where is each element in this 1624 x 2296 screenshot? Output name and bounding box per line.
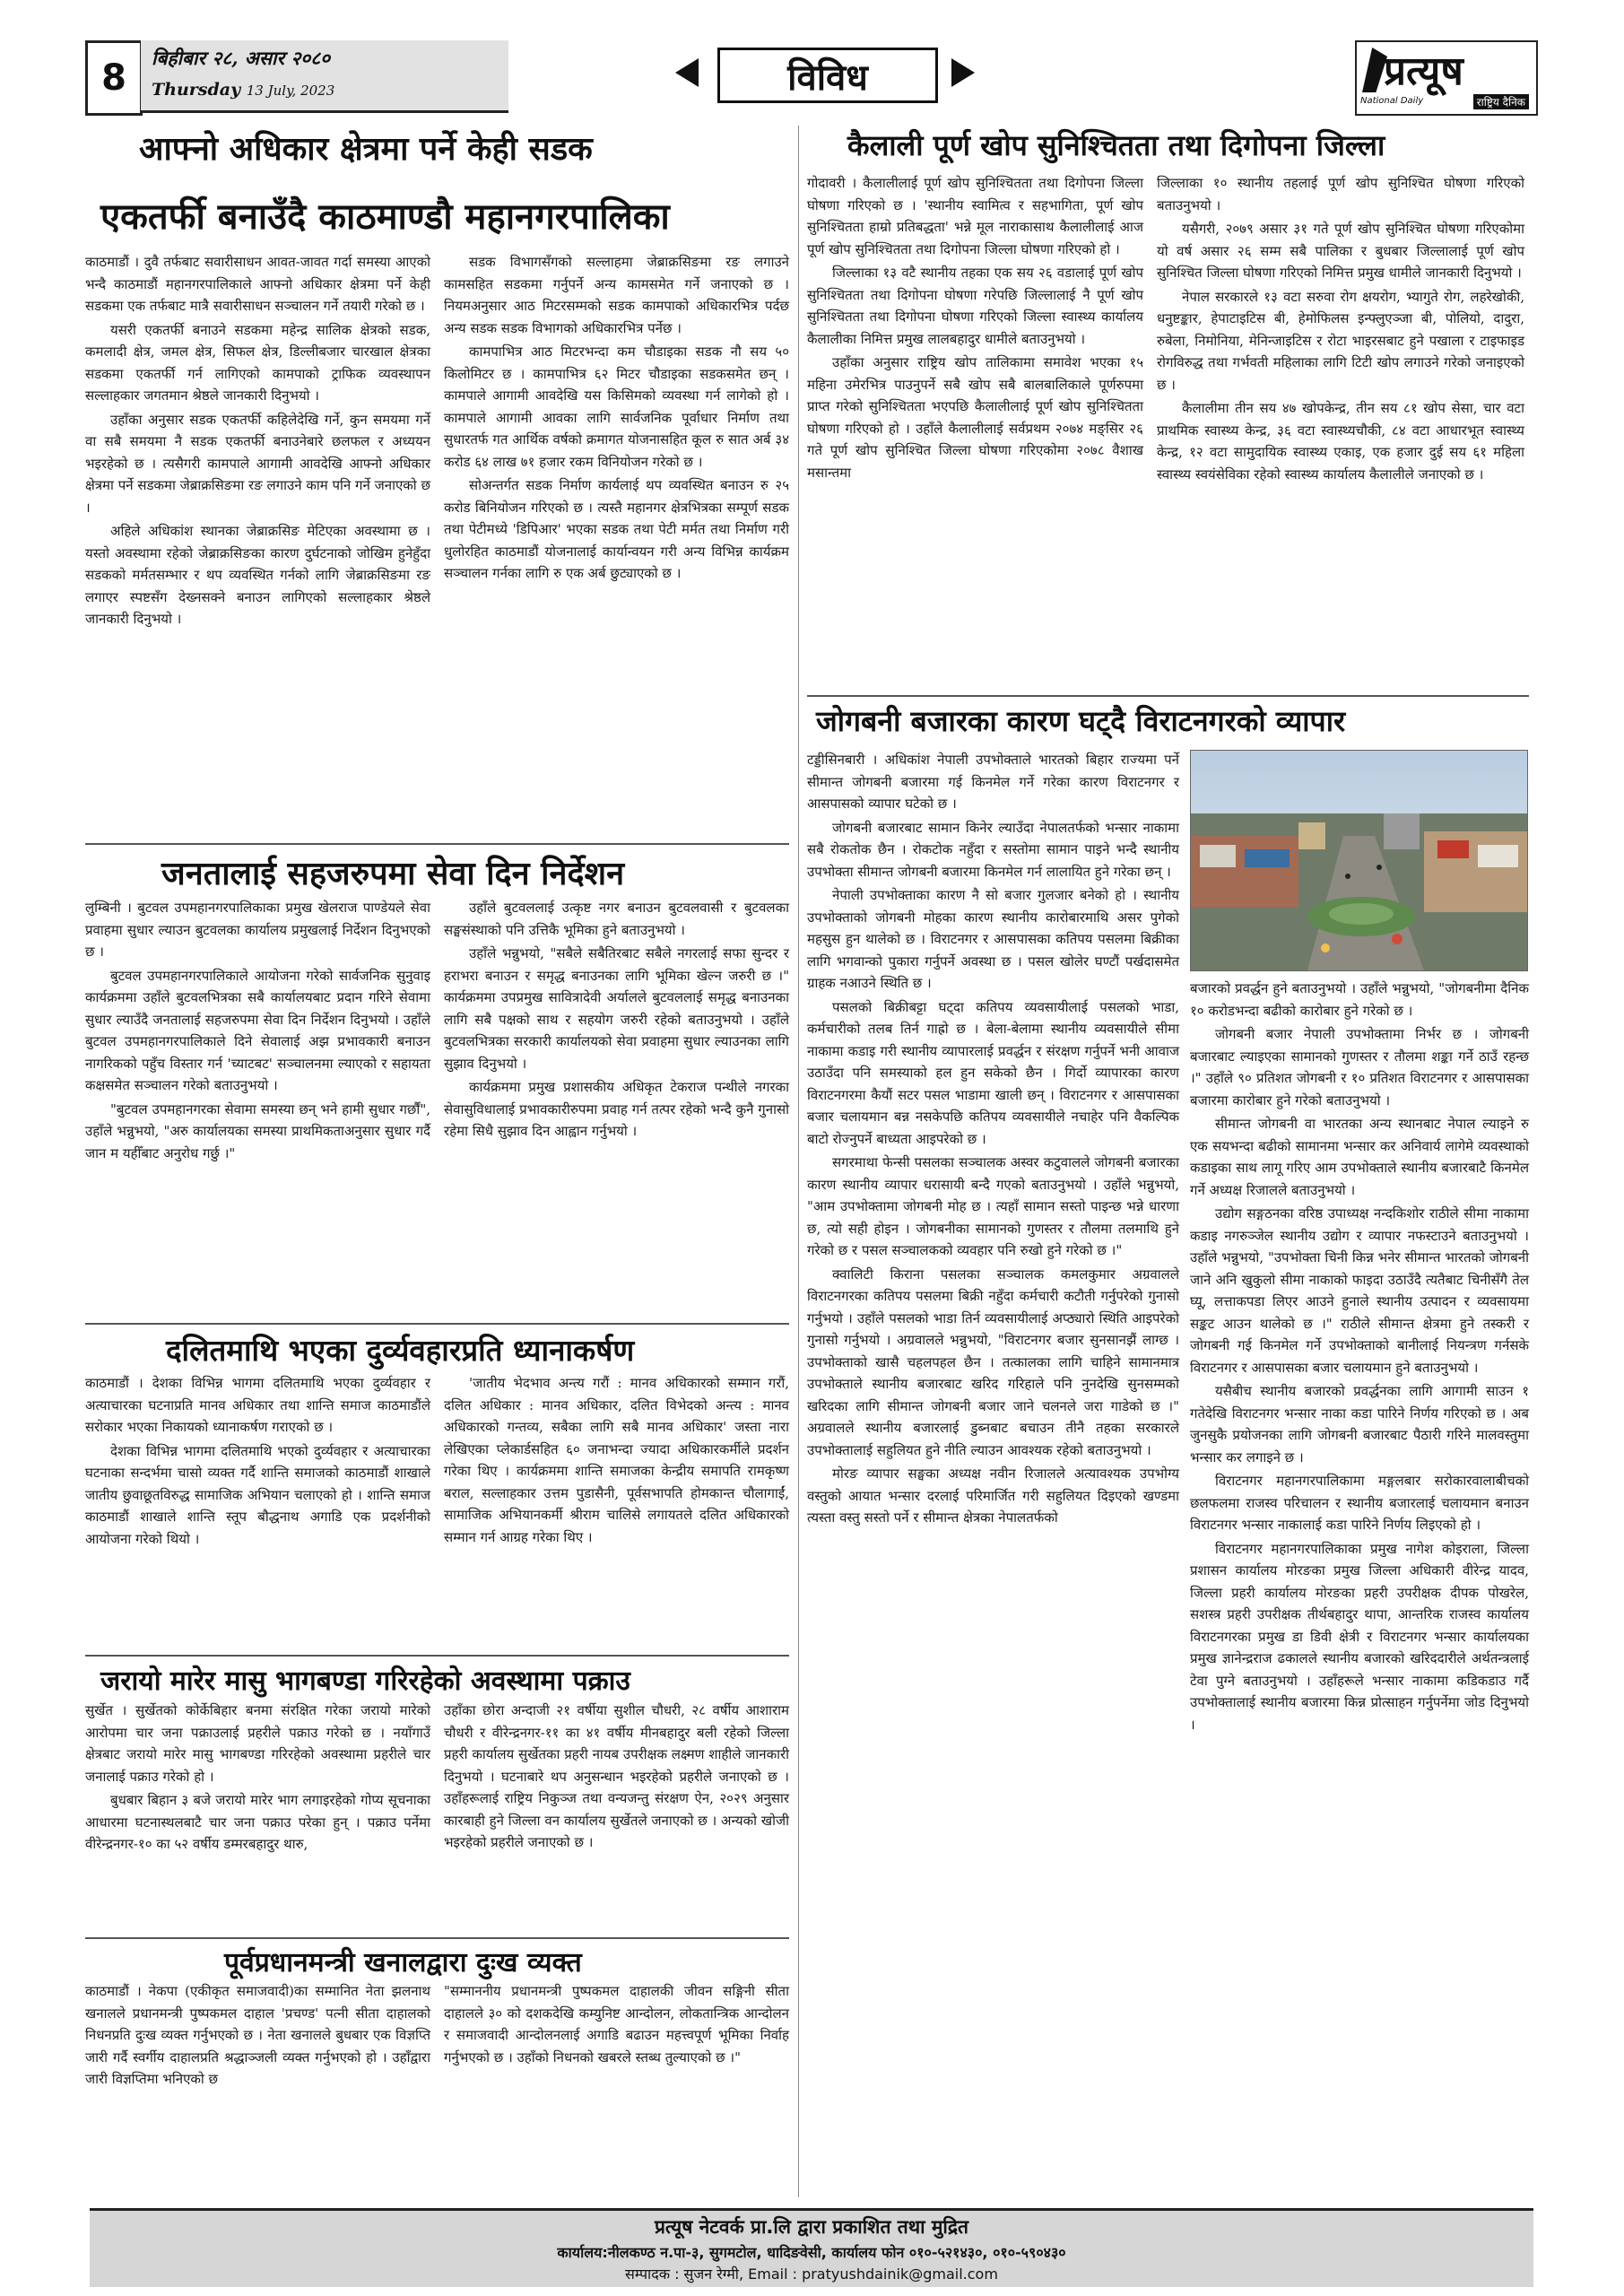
paragraph: देशका विभिन्न भागमा दलितमाथि भएको दुर्व्यवहार र अत्याचारका घटनाका सन्दर्भमा चासो व्यक्त गर्दै शान्ति समाजको काठमाडौं शाखाले जातीय छुवाछूतविरुद्ध सामाजिक अभियान चलाएको हो । शान्ति समाज काठमाडौं शाखाले शान्ति स्तूप बौद्धनाथ अगाडि एक प्रदर्शनीको आयोजना गरेको थियो ।: [85, 1442, 430, 1547]
paragraph: सोअन्तर्गत सडक निर्माण कार्यलाई थप व्यवस्थित बनाउन रु २५ करोड बिनियोजन गरिएको छ । त्यस्तै महानगर क्षेत्रभित्रका सम्पूर्ण सडक तथा पेटीमध्ये 'डिपिआर' भएका सडक तथा पेटी मर्मत तथा निर्माण गरी धुलोरहित काठमाडौं योजनालाई कार्यान्वयन गरी अन्य विभिन्न कार्यक्रम सञ्चालन गर्नका लागि रु एक अर्ब छुट्याएको छ ।: [444, 477, 789, 581]
paragraph: जोगबनी बजार नेपाली उपभोक्तामा निर्भर छ । जोगबनी बजारबाट ल्याइएका सामानको गुणस्तर र तौलमा शङ्का गर्ने ठाउँ रहन्छ ।" उहाँले ९० प्रतिशत जोगबनी र १० प्रतिशत विराटनगर र आसपासका बजारमा कारोबार हुने गरेको बताउनुभयो ।: [1190, 1026, 1529, 1109]
paragraph: उहाँका छोरा अन्दाजी २१ वर्षीया सुशील चौधरी, २८ वर्षीय आशाराम चौधरी र वीरेन्द्रनगर-११ का ४१ वर्षीय मीनबहादुर बली रहेको जिल्ला प्रहरी कार्यालय सुर्खेतका प्रहरी नायब उपरीक्षक लक्ष्मण शाहीले जानकारी दिनुभयो । घटनाबारे थप अनुसन्धान भइरहेको प्रहरीले जनाएको छ । उहाँहरूलाई राष्ट्रिय निकुञ्ज तथा वन्यजन्तु संरक्षण ऐन, २०२९ अनुसार कारबाही हुने जिल्ला वन कार्यालय सुर्खेतले जनाएको छ । अन्यको खोजी भइरहेको प्रहरीले जनाएको छ ।: [444, 1702, 789, 1850]
logo-name: प्रत्यूष: [1384, 48, 1463, 94]
section-title: विविध: [717, 48, 938, 103]
paragraph: बजारको प्रवर्द्धन हुने बताउनुभयो । उहाँले भन्नुभयो, "जोगबनीमा दैनिक १० करोडभन्दा बढीको कारोबार हुने गरेको छ ।: [1190, 980, 1529, 1019]
paragraph: यसरी एकतर्फी बनाउने सडकमा महेन्द्र सालिक क्षेत्रको सडक, कमलादी क्षेत्र, जमल क्षेत्र, सिफल क्षेत्र, डिल्लीबजार चारखाल क्षेत्रका सडकमा एकतर्फी गर्न लागिएको कामपाको ट्राफिक व्यवस्थापन सल्लाहकार जगतमान श्रेष्ठले जानकारी दिनुभयो ।: [85, 321, 430, 404]
date-english: 13 July, 2023: [246, 83, 335, 99]
paragraph: उहाँले बुटवललाई उत्कृष्ट नगर बनाउन बुटवलवासी र बुटवलका सङ्घसंस्थाको पनि उत्तिकै भूमिका हुने बताउनुभयो ।: [444, 900, 789, 938]
paragraph: उहाँले भन्नुभयो, "सबैले सबैतिरबाट सबैले नगरलाई सफा सुन्दर र हराभरा बनाउन र समृद्ध बनाउनका लागि भूमिका खेल्न जरुरी छ ।" कार्यक्रममा उपप्रमुख सावित्रादेवी अर्यालले बुटवललाई समृद्ध बनाउनका लागि सबै पक्षको साथ र सहयोग जरुरी रहेको बताउनुभयो । उहाँले बुटवलभित्रका सरकारी कार्यालयको सेवा प्रवाहमा सुधार ल्याउनका लागि सुझाव दिनुभयो ।: [444, 945, 789, 1072]
dalit-col-2: [444, 1372, 789, 1550]
paragraph: विराटनगर महानगरपालिकामा मङ्गलबार सरोकारवालाबीचको छलफलमा राजस्व परिचालन र स्थानीय बजारलाई चलायमान बनाउन विराटनगर भन्सार नाकालाई कडा पारिने निर्णय लिइएको हो ।: [1190, 1473, 1529, 1533]
page-header: [85, 40, 1538, 117]
logo-tagline-np: राष्ट्रिय दैनिक: [1473, 94, 1529, 109]
paragraph: सुर्खेत । सुर्खेतको कोर्केबिहार बनमा संरक्षित गरेका जरायो मारेको आरोपमा चार जना पक्राउलाई प्रहरीले पक्राउ गरेको छ । नयाँगाउँ क्षेत्रबाट जरायो मारेर मासु भागबण्डा गरिरहेको अवस्थामा प्रहरीले चार जनालाई पक्राउ गरेको हो ।: [85, 1702, 430, 1785]
paragraph: लुम्बिनी । बुटवल उपमहानगरपालिकाका प्रमुख खेलराज पाण्डेयले सेवा प्रवाहमा सुधार ल्याउन बुटवलका कार्यालय प्रमुखलाई निर्देशन दिनुभएको छ ।: [85, 900, 430, 960]
tiger-col-1: [85, 1700, 430, 1857]
paragraph: "बुटवल उपमहानगरका सेवामा समस्या छन् भने हामी सुधार गर्छौं", उहाँले भन्नुभयो, "अरु कार्यालयका समस्या प्राथमिकताअनुसार सुधार गर्दै जान म यहीँबाट अनुरोध गर्छु ।": [85, 1100, 430, 1161]
headline-trade: जोगबनी बजारका कारण घट्दै विराटनगरको व्यापार: [816, 704, 1346, 738]
market-photo: [1190, 750, 1528, 971]
arrow-right-icon: [951, 58, 975, 87]
paragraph: गोदावरी । कैलालीलाई पूर्ण खोप सुनिश्चितता तथा दिगोपना जिल्ला घोषणा गरिएको छ । 'स्थानीय स्वामित्व र सहभागिता, पूर्ण खोप सुनिश्चितता हाम्रो प्रतिबद्धता' भन्ने मूल नाराकासाथ कैलालीलाई आज पूर्ण खोप सुनिश्चितता तथा दिगोपना जिल्ला घोषणा गरिएको हो ।: [807, 175, 1143, 257]
headline-road-2: एकतर्फी बनाउँदै काठमाण्डौ महानगरपालिका: [100, 196, 670, 238]
headline-pm: पूर्वप्रधानमन्त्री खनालद्वारा दुःख व्यक्त: [224, 1947, 582, 1979]
paragraph: कामपाभित्र आठ मिटरभन्दा कम चौडाइका सडक नौ सय ५० किलोमिटर छ । कामपाभित्र ६२ मिटर चौडाइका सडकसमेत छन् । कामपाले आगामी आवदेखि यस किसिमको व्यवस्था गर्न लागेको हो । कामपाले आगामी आवका लागि सार्वजनिक पूर्वाधार निर्माण तथा सुधारतर्फ गत आर्थिक वर्षको क्रमागत योजनासहित कूल रु सात अर्ब ३४ करोड ६४ लाख ७१ हजार रकम विनियोजन गरेको छ ।: [444, 344, 789, 470]
paragraph: कैलालीमा तीन सय ४७ खोपकेन्द्र, तीन सय ८१ खोप सेसा, चार वटा प्राथमिक स्वास्थ्य केन्द्र, ३६ वटा स्वास्थ्यचौकी, ८४ वटा आधारभूत स्वास्थ्य केन्द्र, १२ वटा सामुदायिक स्वास्थ्य एकाइ, एक हजार दुई सय ६१ महिला स्वास्थ्य स्वयंसेविका रहेको स्वास्थ्य कार्यालय कैलालीले जनाएको छ ।: [1157, 400, 1524, 483]
logo-tagline-en: National Daily: [1360, 96, 1424, 106]
headline-service: जनतालाई सहजरुपमा सेवा दिन निर्देशन: [161, 856, 625, 892]
divider: [85, 1937, 789, 1939]
service-col-2: [444, 897, 789, 1144]
imprint-footer: [90, 2208, 1533, 2287]
headline-tiger: जरायो मारेर मासु भागबण्डा गरिरहेको अवस्थामा पक्राउ: [100, 1665, 630, 1697]
paragraph: नेपाली उपभोक्ताका कारण नै सो बजार गुलजार बनेको हो । स्थानीय उपभोक्ताको जोगबनी मोहका कारण स्थानीय कारोबारमाथि असर पुगेको महसुस हुन थालेको छ । विराटनगर र आसपासका कतिपय पसलमा बिक्रीका लागि भगवान्को पुकारा गर्नुपर्ने अवस्था छ । पसल खोलेर घण्टौं पर्खदासमेत ग्राहक नआउने स्थिति छ ।: [807, 887, 1179, 991]
page-number: 8: [85, 40, 143, 116]
pm-col-1: [85, 1980, 430, 2092]
trade-col-1: [807, 749, 1179, 1531]
paragraph: सीमान्त जोगबनी वा भारतका अन्य स्थानबाट नेपाल ल्याइने रु एक सयभन्दा बढीको सामानमा भन्सार कर अनिवार्य लागेमे व्यवस्थाको कडाइका साथ लागू गरिए आम उपभोक्ताले स्थानीय बजारबाटै किनमेल गर्ने अध्यक्ष रिजालले बताउनुभयो ।: [1190, 1116, 1529, 1198]
date-english-line: [152, 80, 334, 100]
date-nepali: बिहीबार २८, असार २०८०: [152, 47, 331, 69]
divider: [807, 695, 1529, 697]
paragraph: सडक विभागसँगको सल्लाहमा जेब्राक्रसिङमा रङ लगाउने कामसहित सडकमा गर्नुपर्ने अन्य कामसमेत गर्ने जनाएको छ । नियमअनुसार आठ मिटरसम्मको सडक कामपाको अधिकारभित्र पर्दछ अन्य सडक सडक विभागको अधिकारभित्र पर्नेछ ।: [444, 254, 789, 336]
paragraph: कार्यक्रममा प्रमुख प्रशासकीय अधिकृत टेकराज पन्थीले नगरका सेवासुविधालाई प्रभावकारीरुपमा प्रवाह गर्न तत्पर रहेको भन्दै कुनै गुनासो रहेमा सिधै सुझाव दिन आह्वान गर्नुभयो ।: [444, 1079, 789, 1139]
paragraph: उहाँका अनुसार राष्ट्रिय खोप तालिकामा समावेश भएका १५ महिना उमेरभित्र पाउनुपर्ने सबै खोप सबै बालबालिकाले पूर्णरुपमा प्राप्त गरेको सुनिश्चितता भएपछि कैलालीलाई पूर्ण खोप सुनिश्चितता घोषणा गरिएको हो । उहाँले कैलालीलाई सर्वप्रथम २०७४ मङ्सिर २६ गते पूर्ण खोप सुनिश्चित जिल्ला घोषणा गरिएकोमा २०७८ वैशाख मसान्तमा: [807, 354, 1143, 481]
headline-road-1: आफ्नो अधिकार क्षेत्रमा पर्ने केही सडक: [139, 131, 593, 168]
newspaper-logo: [1355, 40, 1538, 116]
paragraph: सगरमाथा फेन्सी पसलका सञ्चालक अस्वर कटुवालले जोगबनी बजारका कारण स्थानीय व्यापार धरासायी बन्दै गएको बताउनुभयो । उहाँले भन्नुभयो, "आम उपभोक्तामा जोगबनी मोह छ । त्यहाँ सामान सस्तो पाइन्छ भन्ने धारणा छ, त्यो सही होइन । जोगबनीका सामानको गुणस्तर र तौलमा तलमाथि हुने गरेको छ र पसल सञ्चालकको व्यवहार पनि रुखो हुने गरेको छ ।": [807, 1154, 1179, 1258]
road-col-2: [444, 251, 789, 587]
trade-col-2: [1190, 978, 1529, 1737]
paragraph: यसैबीच स्थानीय बजारको प्रवर्द्धनका लागि आगामी साउन १ गतेदेखि विराटनगर भन्सार नाका कडा पारिने निर्णय गरिएको छ । अब जुनसुकै प्रयोजनका लागि जोगबनी बजारबाट पैठारी गरिने मालवस्तुमा भन्सार कर लगाइने छ ।: [1190, 1383, 1529, 1465]
headline-vaccine: कैलाली पूर्ण खोप सुनिश्चितता तथा दिगोपना जिल्ला: [847, 128, 1385, 162]
service-col-1: [85, 897, 430, 1166]
divider: [85, 1655, 789, 1657]
paragraph: क्वालिटी किराना पसलका सञ्चालक कमलकुमार अग्रवालले विराटनगरका कतिपय पसलमा बिक्री नहुँदा कर्मचारी कटौती गर्नुपरेको गुनासो गर्नुभयो । उहाँले पसलको भाडा तिर्न व्यवसायीलाई अप्ठ्यारो स्थिति आइपरेको गुनासो गर्नुभयो । अग्रवालले भन्नुभयो, "विराटनगर बजार सुनसानझैं लाग्छ । उपभोक्ताको खासै चहलपहल छैन । तत्कालका लागि चाहिने सामानमात्र उपभोक्ताले स्थानीय बजारबाट खरिद गरिहाले पनि नुनदेखि सुनसम्मको खरिदका लागि सीमान्त जोगबनी बजार जाने चलनले जरा गाडेको छ ।" अग्रवालले स्थानीय बजारलाई डुब्नबाट बचाउन तीनै तहका सरकारले उपभोक्तालाई सहुलियत हुने नीति ल्याउन आवश्यक रहेको बताउनुभयो ।: [807, 1265, 1179, 1458]
paragraph: जोगबनी बजारबाट सामान किनेर ल्याउँदा नेपालतर्फको भन्सार नाकामा सबै रोकतोक छैन । रोकटोक नहुँदा र सस्तोमा सामान पाइने भन्दै स्थानीय उपभोक्ता सीमान्त जोगबनी बजारमा किनमेल गर्न लालायित हुने गरेका छन् ।: [807, 819, 1179, 880]
paragraph: यसैगरी, २०७९ असार ३१ गते पूर्ण खोप सुनिश्चित घोषणा गरिएकोमा यो वर्ष असार २६ सम्म सबै पालिका र बुधबार जिल्लालाई पूर्ण खोप सुनिश्चित जिल्ला घोषणा गरिएको निमित्त प्रमुख धामीले जानकारी दिनुभयो ।: [1157, 221, 1524, 281]
pm-col-2: [444, 1980, 789, 2070]
divider: [85, 843, 789, 845]
paragraph: नेपाल सरकारले १३ वटा सरुवा रोग क्षयरोग, भ्यागुते रोग, लहरेखोकी, धनुष्टङ्कार, हेपाटाइटिस बी, हेमोफिलस इन्फ्लुएञ्जा बी, पोलियो, दादुरा, रुबेला, निमोनिया, मेनिन्जाइटिस र रोटा भाइरसबाट हुने पखाला र टाइफाइड रोगविरुद्ध तथा गर्भवती महिलाका लागि टिटी खोप लगाउने गरेको जनाइएको छ ।: [1157, 288, 1524, 393]
paragraph: उद्योग सङ्गठनका वरिष्ठ उपाध्यक्ष नन्दकिशोर राठीले सीमा नाकामा कडाइ नगरुञ्जेल स्थानीय उद्योग र व्यापार नफस्टाउने बताउनुभयो । उहाँले भन्नुभयो, "उपभोक्ता चिनी किन्न भनेर सीमान्त भारतको जोगबनी जाने अनि खुकुलो सीमा नाकाको फाइदा उठाउँदै त्यतैबाट चिनीसँगै तेल घ्यू, लत्ताकपडा लिएर आउने हुनाले स्थानीय उत्पादन र व्यवसायमा सङ्कट आउन थालेको छ ।" राठीले सीमान्त क्षेत्रमा हुने तस्करी र जोगबनी गई किनमेल गर्ने उपभोक्ताको बानीलाई नियन्त्रण गर्नसके विराटनगर र आसपासका बजार चलायमान हुने बताउनुभयो ।: [1190, 1205, 1529, 1376]
paragraph: बुटवल उपमहानगरपालिकाले आयोजना गरेको सार्वजनिक सुनुवाइ कार्यक्रममा उहाँले बुटवलभित्रका सबै कार्यालयबाट प्रदान गरिने सेवामा सुधार ल्याउँदै जनतालाई सहजरुपमा सेवा दिन निर्देशन दिनुभयो । उहाँले बुटवल उपमहानगरपालिकाले दिने सेवालाई अझ प्रभावकारी बनाउन नागरिकको पहुँच विस्तार गर्न 'च्याटबट' सञ्चालनमा ल्याएको र सहायता कक्षसमेत सञ्चालन गरेको बताउनुभयो ।: [85, 967, 430, 1093]
column-divider: [798, 126, 799, 2197]
paragraph: काठमाडौं । देशका विभिन्न भागमा दलितमाथि भएका दुर्व्यवहार र अत्याचारका घटनाप्रति मानव अधिकार तथा शान्ति समाज काठमाडौंले सरोकार भएका निकायको ध्यानाकर्षण गराएको छ ।: [85, 1375, 430, 1435]
tiger-col-2: [444, 1700, 789, 1856]
section-bar: [659, 48, 991, 100]
paragraph: "सम्माननीय प्रधानमन्त्री पुष्पकमल दाहालकी जीवन सङ्गिनी सीता दाहालले ३० को दशकदेखि कम्युनिष्ट आन्दोलन, लोकतान्त्रिक आन्दोलन र समाजवादी आन्दोलनलाई अगाडि बढाउन महत्त्वपूर्ण भूमिका निर्वाह गर्नुभएको छ । उहाँको निधनको खबरले स्तब्ध तुल्याएको छ ।": [444, 1983, 789, 2066]
paragraph: जिल्लाका १३ वटै स्थानीय तहका एक सय २६ वडालाई पूर्ण खोप सुनिश्चितता तथा दिगोपना घोषणा गरेपछि जिल्लालाई नै पूर्ण खोप सुनिश्चितता तथा दिगोपना घोषणा गरिएको जिल्ला स्वास्थ्य कार्यालय कैलालीका निमित्त प्रमुख लालबहादुर धामीले बताउनुभयो ।: [807, 265, 1143, 347]
vaccine-col-1: [807, 172, 1143, 485]
publisher-line: प्रत्यूष नेटवर्क प्रा.लि द्वारा प्रकाशित तथा मुद्रित: [654, 2216, 968, 2238]
paragraph: बुधबार बिहान ३ बजे जरायो मारेर भाग लगाइरहेको गोप्य सूचनाका आधारमा घटनास्थलबाटै चार जना पक्राउ परेका हुन् । पक्राउ पर्नेमा वीरेन्द्रनगर-१० का ५२ वर्षीय डम्मरबहादुर थारु,: [85, 1792, 430, 1852]
paragraph: पसलको बिक्रीबट्टा घट्दा कतिपय व्यवसायीलाई पसलको भाडा, कर्मचारीको तलब तिर्न गाह्रो छ । बेला-बेलामा स्थानीय व्यवसायीले सीमा नाकामा कडाइ गरी स्थानीय व्यापारलाई प्रवर्द्धन र संरक्षण गर्नुपर्ने भनी आवाज उठाउँदा पनि समस्याको हल हुन सकेको छैन । गिर्दो व्यापारका कारण विराटनगरमा कैयौं सटर पसल भाडामा खाली छन् । विराटनगर र आसपासका बजार चलायमान बन्न नसकेपछि कतिपय व्यवसायीले नचाहेर पनि वैकल्पिक बाटो रोज्नुपर्ने बाध्यता आइपरेको छ ।: [807, 998, 1179, 1147]
dalit-col-1: [85, 1372, 430, 1552]
vaccine-col-2: [1157, 172, 1524, 487]
date-box: [141, 40, 508, 113]
day-english: Thursday: [152, 80, 241, 100]
headline-dalit: दलितमाथि भएका दुर्व्यवहारप्रति ध्यानाकर्षण: [166, 1333, 635, 1368]
address-line: कार्यालय:नीलकण्ठ न.पा-३, सुगमटोल, धादिङवेसी, कार्यालय फोन ०१०-५२१४३०, ०१०-५९०४३०: [557, 2244, 1066, 2261]
paragraph: टड्डीसिनबारी । अधिकांश नेपाली उपभोक्ताले भारतको बिहार राज्यमा पर्ने सीमान्त जोगबनी बजारमा गई किनमेल गर्ने गरेका कारण विराटनगर र आसपासको व्यापार घटेको छ ।: [807, 752, 1179, 812]
paragraph: मोरङ व्यापार सङ्घका अध्यक्ष नवीन रिजालले अत्यावश्यक उपभोग्य वस्तुको आयात भन्सार दरलाई परिमार्जित गरी सहुलियत दिइएको खण्डमा त्यस्ता वस्तु सस्तो पर्ने र सीमान्त क्षेत्रका नेपालतर्फको: [807, 1465, 1179, 1526]
paragraph: 'जातीय भेदभाव अन्त्य गरौं : मानव अधिकारको सम्मान गरौं, दलित अधिकार : मानव अधिकार, दलित विभेदको अन्त्य : मानव अधिकारको गन्तव्य, सबैका लागि सबै मानव अधिकार' जस्ता नारा लेखिएका प्लेकार्डसहित ६० जनाभन्दा ज्यादा अधिकारकर्मीले प्रदर्शन गरेका थिए । कार्यक्रममा शान्ति समाजका केन्द्रीय समापति रामकृष्ण बराल, सल्लाहकार उत्तम पुडासैनी, पूर्वसभापति होमकान्त चौलागाईं, सामाजिक अभियानकर्मी श्रीराम चालिसे लगायतले दलित अधिकारको सम्मान गर्न आग्रह गरेका थिए ।: [444, 1375, 789, 1545]
paragraph: काठमाडौं । दुवै तर्फबाट सवारीसाधन आवत-जावत गर्दा समस्या आएको भन्दै काठमाडौं महानगरपालिकाले आफ्नो अधिकार क्षेत्रमा पर्ने केही सडकमा एक तर्फबाट मात्रै सवारीसाधन सञ्चालन गर्ने तयारी गरेको छ ।: [85, 254, 430, 314]
paragraph: जिल्लाका १० स्थानीय तहलाई पूर्ण खोप सुनिश्चित घोषणा गरिएको बताउनुभयो ।: [1157, 175, 1524, 213]
paragraph: उहाँका अनुसार सडक एकतर्फी कहिलेदेखि गर्ने, कुन समयमा गर्ने वा सबै समयमा नै सडक एकतर्फी बनाउनेबारे छलफल र अध्ययन भइरहेको छ । त्यसैगरी कामपाले आगामी आवदेखि आफ्नो अधिकार क्षेत्रमा पर्ने सडकमा जेब्राक्रसिङमा रङ लगाउने काम पनि गर्ने जनाएको छ ।: [85, 411, 430, 516]
paragraph: विराटनगर महानगरपालिकाका प्रमुख नागेश कोइराला, जिल्ला प्रशासन कार्यालय मोरङका प्रमुख जिल्ला अधिकारी वीरेन्द्र यादव, जिल्ला प्रहरी कार्यालय मोरङका प्रहरी उपरीक्षक दीपक पोखरेल, सशस्त्र प्रहरी उपरीक्षक तीर्थबहादुर थापा, आन्तरिक राजस्व कार्यालय विराटनगरका प्रमुख डा डिवी क्षेत्री र विराटनगर भन्सार कार्यालयका प्रमुख ज्ञानेन्द्रराज ढकालले स्थानीय बजारको खरिददारीले अर्थतन्त्रलाई टेवा पुग्ने बताउनुभयो । उहाँहरूले भन्सार नाकामा कडिकडाउ गर्दै उपभोक्तालाई स्थानीय बजारमा किन्न प्रोत्साहन गर्नुपर्नेमा जोड दिनुभयो ।: [1190, 1540, 1529, 1733]
editor-line: सम्पादक : सुजन रेग्मी, Email : pratyushdainik@gmail.com: [625, 2266, 998, 2283]
divider: [85, 1323, 789, 1325]
paragraph: अहिले अधिकांश स्थानका जेब्राक्रसिङ मेटिएका अवस्थामा छ । यस्तो अवस्थामा रहेको जेब्राक्रसिङका कारण दुर्घटनाको जोखिम हुनेहुँदा सडकको मर्मतसम्भार र थप व्यवस्थित गर्नको लागि जेब्राक्रसिङमा रङ लगाएर स्पष्टसँग देख्नसक्ने बनाउन लागिएको सल्लाहकार श्रेष्ठले जानकारी दिनुभयो ।: [85, 523, 430, 627]
paragraph: काठमाडौं । नेकपा (एकीकृत समाजवादी)का सम्मानित नेता झलनाथ खनालले प्रधानमन्त्री पुष्पकमल दाहाल 'प्रचण्ड' पत्नी सीता दाहालको निधनप्रति दुःख व्यक्त गर्नुभएको छ । नेता खनालले बुधबार एक विज्ञप्ति जारी गर्दै स्वर्गीय दाहालप्रति श्रद्धाञ्जली व्यक्त गर्नुभएको हो । उहाँद्वारा जारी विज्ञप्तिमा भनिएको छ: [85, 1983, 430, 2087]
road-col-1: [85, 251, 430, 632]
arrow-left-icon: [675, 58, 699, 87]
